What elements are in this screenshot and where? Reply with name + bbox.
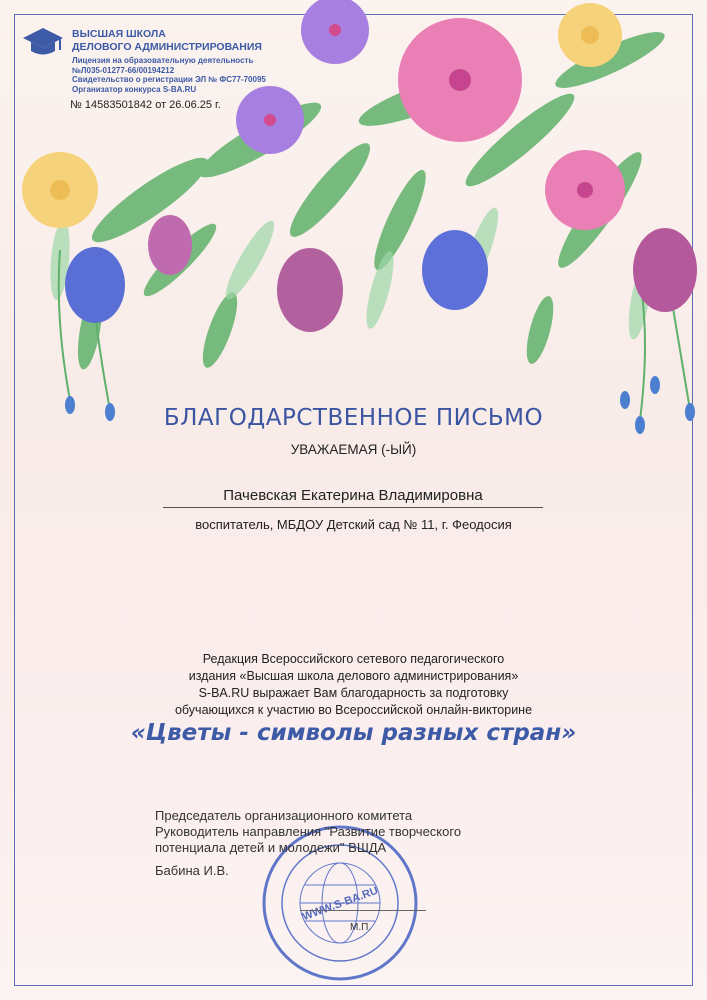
organizer-info: Организатор конкурса S-BA.RU [72, 84, 197, 94]
signature-line [300, 910, 426, 911]
signer-title-line3: потенциала детей и молодежи" ВШДА [155, 840, 387, 855]
signer-name: Бабина И.В. [155, 863, 229, 878]
organization-name [72, 28, 262, 54]
letter-body-line: издания «Высшая школа делового администрирования» [188, 669, 519, 683]
letter-body-line: Редакция Всероссийского сетевого педагогического [202, 652, 505, 666]
signature-block [155, 808, 461, 879]
license-info [72, 56, 302, 94]
license-line2: №Л035-01277-66/00194212 [72, 65, 175, 75]
letter-body-line: обучающихся к участию во Всероссийской онлайн-викторине [174, 703, 533, 717]
letter-title: БЛАГОДАРСТВЕННОЕ ПИСЬМО [163, 405, 544, 431]
document-number: № 14583501842 от 26.06.25 г. [70, 99, 221, 111]
registration-info: Свидетельство о регистрации ЭЛ № ФС77-70095 [72, 75, 266, 84]
quiz-name: «Цветы - символы разных стран» [130, 720, 577, 746]
salutation: УВАЖАЕМАЯ (-ЫЙ) [290, 442, 417, 457]
license-line1: Лицензия на образовательную деятельность [72, 56, 254, 65]
signer-title-line1: Председатель организационного комитета [155, 808, 413, 823]
graduation-cap-icon [22, 26, 64, 60]
organization-name-line1: ВЫСШАЯ ШКОЛА [72, 28, 166, 40]
signer-title-line2: Руководитель направления "Развитие творческого [155, 824, 462, 839]
recipient-name: Пачевская Екатерина Владимировна [163, 487, 543, 508]
stamp-url-text: WWW.S-BA.RU [300, 884, 380, 924]
letter-body [110, 651, 597, 719]
stamp-place-label: М.П. [350, 922, 372, 933]
letter-body-line: S-BA.RU выражает Вам благодарность за подготовку [198, 686, 509, 700]
recipient-position: воспитатель, МБДОУ Детский сад № 11, г. Феодосия [195, 517, 512, 532]
organization-name-line2: ДЕЛОВОГО АДМИНИСТРИРОВАНИЯ [72, 41, 262, 53]
